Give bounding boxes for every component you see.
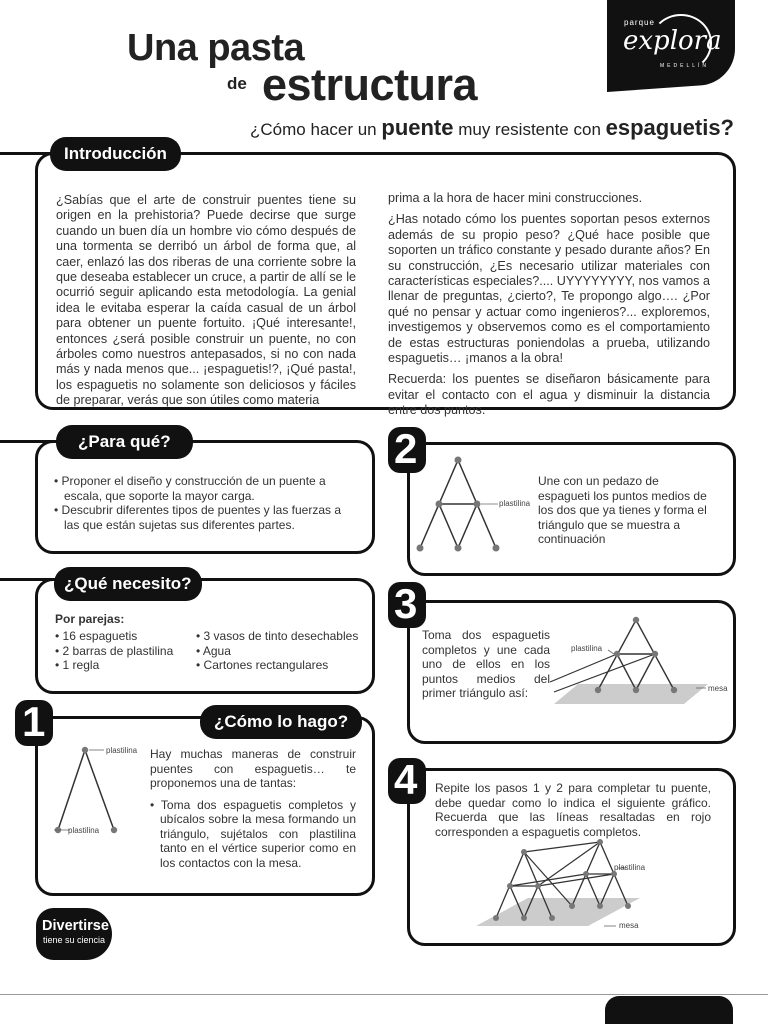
que-necesito-heading: Por parejas: — [55, 612, 125, 626]
plastilina-node — [549, 915, 555, 921]
plastilina-node — [614, 651, 620, 657]
plastilina-node — [625, 903, 631, 909]
step1-bullet: • Toma dos espaguetis completos y ubícalos sobre la mesa formando un triángulo, sujétalos con plastilina tanto en el vértice superior como en los contactos con la mesa. — [150, 798, 356, 871]
plastilina-node — [493, 915, 499, 921]
title-line2: estructura — [262, 59, 478, 110]
step3-diagram — [546, 612, 716, 712]
material-item: • 2 barras de plastilina — [55, 644, 195, 659]
step2-label: plastilina — [499, 499, 531, 508]
step2-text: Une con un pedazo de espagueti los puntos medios de los dos que ya tienes y forma el triángulo que se muestra a continuación — [538, 474, 707, 546]
plastilina-node — [474, 501, 481, 508]
divertirse-logo — [36, 908, 112, 960]
plastilina-node — [633, 617, 639, 623]
step1-label-top: plastilina — [106, 746, 138, 755]
plastilina-node — [535, 883, 541, 889]
plastilina-node — [595, 687, 601, 693]
plastilina-node — [507, 883, 513, 889]
para-que-item: • Proponer el diseño y construcción de un puente a escala, que soporte la mayor carga. — [54, 474, 359, 503]
step1-list — [150, 798, 356, 871]
subtitle-part1: ¿Cómo — [250, 120, 311, 139]
subtitle-part4: muy resistente con — [453, 120, 606, 139]
material-item: • Agua — [196, 644, 366, 659]
step1-number: 1 — [22, 698, 46, 745]
step4-label-mesa: mesa — [619, 921, 639, 930]
page-divider — [0, 994, 768, 995]
step1-tab: ¿Cómo lo hago? — [200, 705, 362, 739]
para-que-list — [54, 474, 359, 532]
divertirse-logo-subtitle: tiene su ciencia — [43, 935, 106, 945]
logo-sub-text: MEDELLÍN — [660, 63, 710, 69]
step3-text: Toma dos espaguetis completos y une cada uno de ellos en los puntos medios del primer triángulo así: — [422, 628, 550, 700]
para-que-tab: ¿Para qué? — [56, 425, 193, 459]
plastilina-node — [82, 747, 88, 753]
subtitle-part3: puente — [381, 115, 454, 140]
plastilina-node — [455, 457, 462, 464]
plastilina-node — [671, 687, 677, 693]
step3-label-mesa: mesa — [708, 684, 728, 693]
mesa-plane — [554, 684, 708, 704]
subtitle — [200, 116, 734, 142]
step3-number: 3 — [394, 580, 418, 627]
divertirse-logo-title: Divertirse — [42, 918, 109, 934]
subtitle-part2: hacer un — [310, 120, 382, 139]
logo-main-text: explora — [623, 26, 722, 56]
step2-number: 2 — [394, 425, 418, 472]
material-item: • 16 espaguetis — [55, 629, 195, 644]
plastilina-node — [455, 545, 462, 552]
material-item: • 3 vasos de tinto desechables — [196, 629, 366, 644]
step1-text — [150, 747, 356, 870]
step4-text: Repite los pasos 1 y 2 para completar tu puente, debe quedar como lo indica el siguiente gráfico. Recuerda que las líneas resaltadas en rojo corresponden a espaguetis completos. — [435, 781, 711, 839]
que-necesito-tab: ¿Qué necesito? — [54, 567, 202, 601]
title-de: de — [227, 74, 247, 93]
para-que-item: • Descubrir diferentes tipos de puentes y las fuerzas a las que están sujetas sus diferentes partes. — [54, 503, 359, 532]
step1-triangle-diagram — [52, 740, 147, 845]
intro-col2-p3: Recuerda: los puentes se diseñaron básicamente para evitar el contacto con el agua y disminuir la distancia entre dos puntos. — [388, 372, 710, 418]
step1-intro: Hay muchas maneras de construir puentes con espaguetis… te proponemos una de tantas: — [150, 747, 356, 790]
intro-col2-p2: ¿Has notado cómo los puentes soportan pesos externos además de su propio peso? ¿Qué hace posible que soporten un tráfico constante y pesado durante años? En su construcción, ¿Es necesario utilizar materiales con características especiales?.... UYYYYYYYY, nos vamos a llenar de preguntas, ¿cierto?, Te propongo algo…. ¿Por qué no pensar y actuar como ingenieros?... exploremos, investigemos y observemos como es el comportamiento de estas estructuras poniendolas a prueba, utilizando espaguetis… ¡manos a la obra! — [388, 212, 710, 366]
plastilina-node — [583, 871, 589, 877]
title-line1: Una pasta — [127, 27, 305, 69]
step3-label-plastilina: plastilina — [571, 644, 603, 653]
next-page-logo-fragment — [605, 996, 733, 1024]
step4-label-plastilina: plastilina — [614, 863, 646, 872]
intro-col1: ¿Sabías que el arte de construir puentes tiene su origen en la prehistoria? Puede decirse que surge cuando un buen día un hombre vio cómo después de una tormenta se derribó un árbol de forma que, al caer, enlazó las dos riberas de una corriente sobre la que deseaba establecer un cruce, a partir de allí se le ocurrió seguir aplicando esta metodología. La genial idea le evitaba esperar la caída casual de un árbol para obtener un puente fortuito. ¡Qué interesante!, entonces ¿será posible construir un puente, no con árboles como nuestros antepasados, si no con nada más y nada menos que... ¡espaguetis!?, ¡Qué pasta!, los espaguetis no solamente son deliciosos y fáciles de preparar, verás que son útiles como materia — [56, 193, 356, 408]
material-item: • Cartones rectangulares — [196, 658, 366, 673]
plastilina-node — [417, 545, 424, 552]
intro-col2-p1: prima a la hora de hacer mini construcciones. — [388, 191, 643, 205]
subtitle-part5: espaguetis? — [605, 115, 734, 140]
plastilina-node — [521, 915, 527, 921]
que-necesito-col1 — [55, 629, 195, 673]
plastilina-node — [633, 687, 639, 693]
plastilina-node — [436, 501, 443, 508]
step4-number: 4 — [394, 756, 418, 803]
material-item: • 1 regla — [55, 658, 195, 673]
plastilina-node — [597, 903, 603, 909]
plastilina-node — [521, 849, 527, 855]
que-necesito-col2 — [196, 629, 366, 673]
step4-diagram — [470, 838, 650, 930]
plastilina-node — [597, 839, 603, 845]
logo-top-text: parque — [624, 18, 655, 27]
intro-tab: Introducción — [50, 137, 181, 171]
mesa-plane — [476, 898, 640, 926]
plastilina-node — [652, 651, 658, 657]
step1-label-bottom: plastilina — [68, 826, 100, 835]
intro-col2 — [388, 191, 710, 425]
plastilina-node — [111, 827, 117, 833]
plastilina-node — [569, 903, 575, 909]
plastilina-node — [493, 545, 500, 552]
